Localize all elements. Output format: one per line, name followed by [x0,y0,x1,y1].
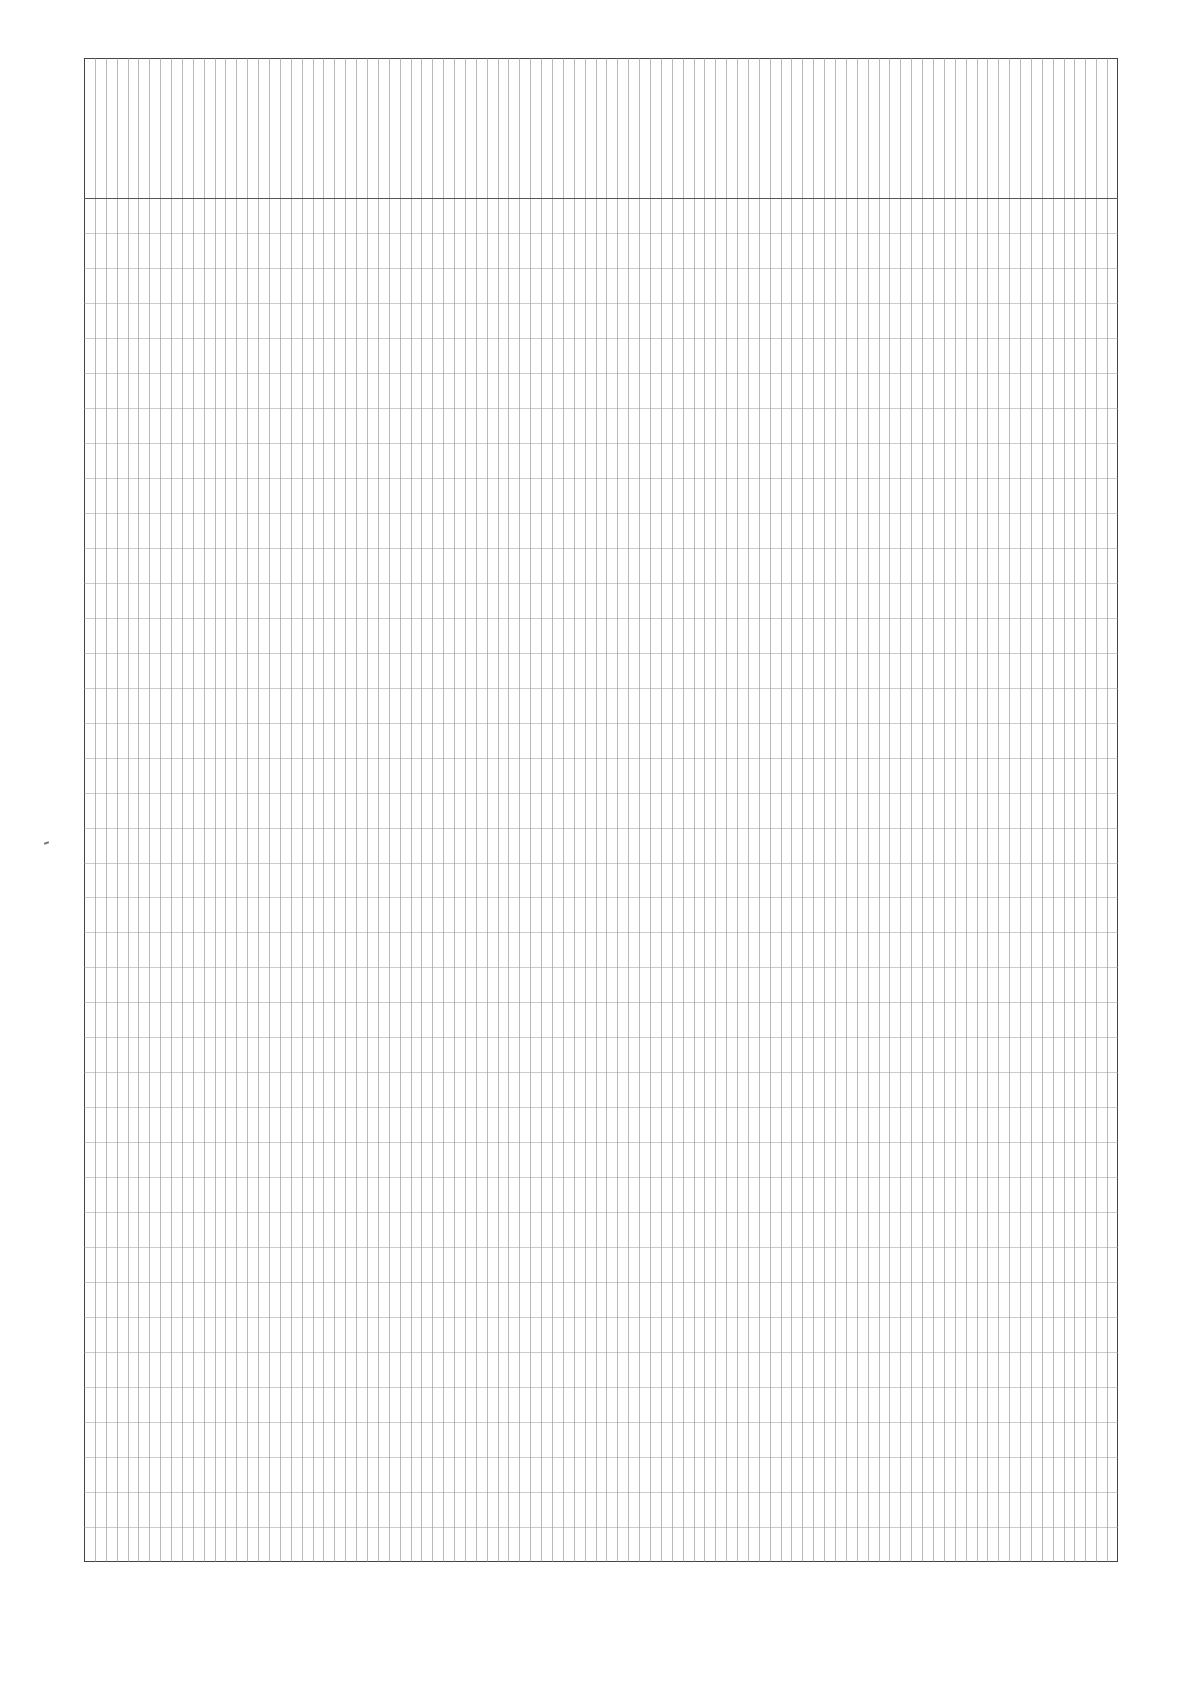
stray-mark [44,841,49,845]
table-grid-lines [84,58,1118,1562]
spreadsheet-table [84,58,1118,1562]
table-border [85,59,1118,1562]
